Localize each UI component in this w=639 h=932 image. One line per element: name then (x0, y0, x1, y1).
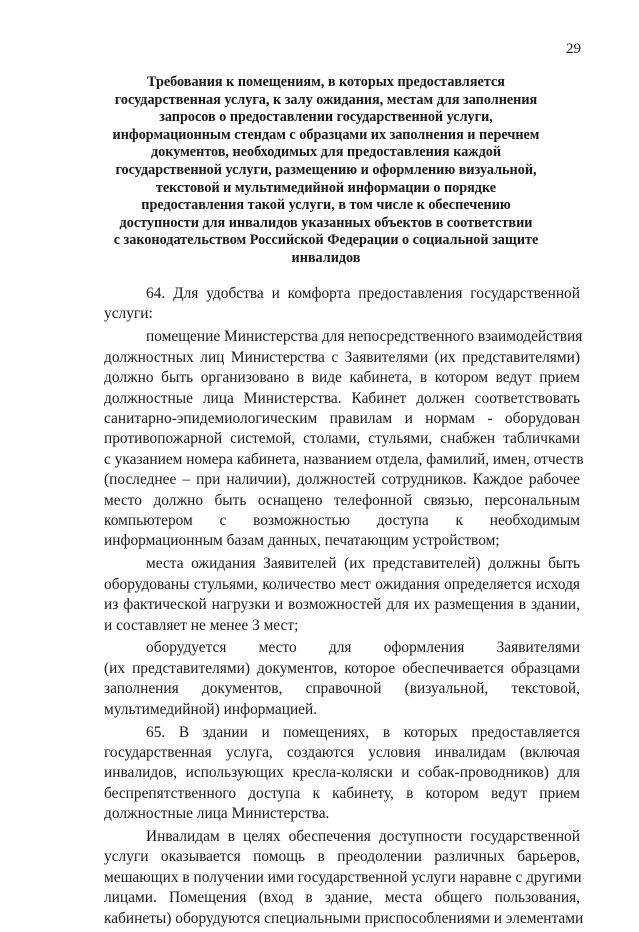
page-number: 29 (566, 41, 581, 57)
text-line: места ожидания Заявителей (их представителей) должны быть (146, 555, 580, 573)
paragraph (104, 638, 580, 720)
text-line: кабинеты) оборудуются специальными приспособлениями и элементами (104, 909, 584, 927)
text-line: (последнее – при наличии), должностей сотрудников. Каждое рабочее (104, 471, 580, 489)
text-line: услуги оказывается помощь в преодолении различных барьеров, (104, 848, 580, 866)
body-text (104, 284, 584, 932)
text-line: помещение Министерства для непосредственного взаимодействия (146, 328, 583, 346)
text-line: противопожарной системой, столами, стульями, снабжен табличками (104, 430, 580, 448)
text-line: и составляет не менее 3 мест; (104, 616, 299, 634)
text-line: услуги: (104, 305, 153, 323)
paragraph (104, 327, 584, 551)
heading-line: государственная услуга, к залу ожидания, местам для заполнения (114, 91, 538, 108)
text-line: государственная услуга, создаются условия инвалидам (включая (104, 743, 580, 761)
text-line: оборудуется место для оформления Заявителями (146, 639, 580, 657)
text-line: информационным базам данных, печатающим устройством; (104, 532, 500, 550)
heading-line: текстовой и мультимедийной информации о порядке (155, 179, 497, 196)
text-line: должностные лица Министерства. Кабинет должен соответствовать (104, 389, 580, 407)
text-line: с указанием номера кабинета, названием отдела, фамилий, имен, отчеств (104, 450, 584, 468)
text-line: мешающих в получении ими государственной услуги наравне с другими (104, 868, 582, 886)
text-line: мультимедийной) информацией. (104, 700, 318, 718)
text-line: инвалидов, использующих кресла-коляски и собак-проводников) для (104, 764, 580, 782)
text-line: 64. Для удобства и комфорта предоставления государственной (146, 285, 580, 302)
text-line: Инвалидам в целях обеспечения доступности государственной (146, 828, 580, 846)
paragraph (104, 827, 584, 929)
heading-line: инвалидов (291, 249, 361, 266)
heading-line: с законодательством Российской Федерации о социальной защите (113, 232, 539, 249)
paragraph (104, 723, 580, 825)
text-line: заполнения документов, справочной (визуальной, текстовой, (104, 680, 580, 698)
heading-line: государственной услуги, размещению и оформлению визуальной, (115, 161, 537, 178)
text-line: оборудованы стульями, количество мест ожидания определяется исходя (104, 575, 580, 593)
text-line: санитарно-эпидемиологическим правилам и нормам - оборудован (104, 409, 580, 427)
text-line: лицами. Помещения (вход в здание, места общего пользования, (104, 889, 580, 907)
heading-line: запросов о предоставлении государственной услуги, (159, 109, 493, 126)
text-line: беспрепятственного доступа к кабинету, в котором ведут прием (104, 784, 580, 802)
paragraph (104, 554, 580, 636)
text-line: должно быть организовано в виде кабинета, в котором ведут прием (104, 369, 580, 387)
text-line: место должно быть оснащено телефонной связью, персональным (104, 491, 580, 509)
text-line: компьютером с возможностью доступа к необходимым (104, 511, 580, 529)
text-line: (их представителями) документов, которое обеспечивается образцами (104, 659, 580, 677)
heading-line: Требования к помещениям, в которых предоставляется (147, 74, 505, 90)
text-line: 65. В здании и помещениях, в которых предоставляется (146, 723, 580, 741)
text-line: должностные лица Министерства. (104, 805, 330, 823)
heading-line: доступности для инвалидов указанных объектов в соответствии (119, 214, 533, 231)
paragraph (104, 284, 580, 325)
heading-line: информационным стендам с образцами их заполнения и перечнем (112, 126, 540, 143)
section-heading (96, 74, 556, 268)
heading-line: документов, необходимых для предоставления каждой (150, 144, 502, 161)
heading-line: предоставления такой услуги, в том числе к обеспечению (141, 197, 511, 214)
text-line: из фактической нагрузки и возможностей для их размещения в здании, (104, 596, 580, 614)
text-line: должностных лиц Министерства с Заявителями (их представителями) (104, 348, 580, 366)
